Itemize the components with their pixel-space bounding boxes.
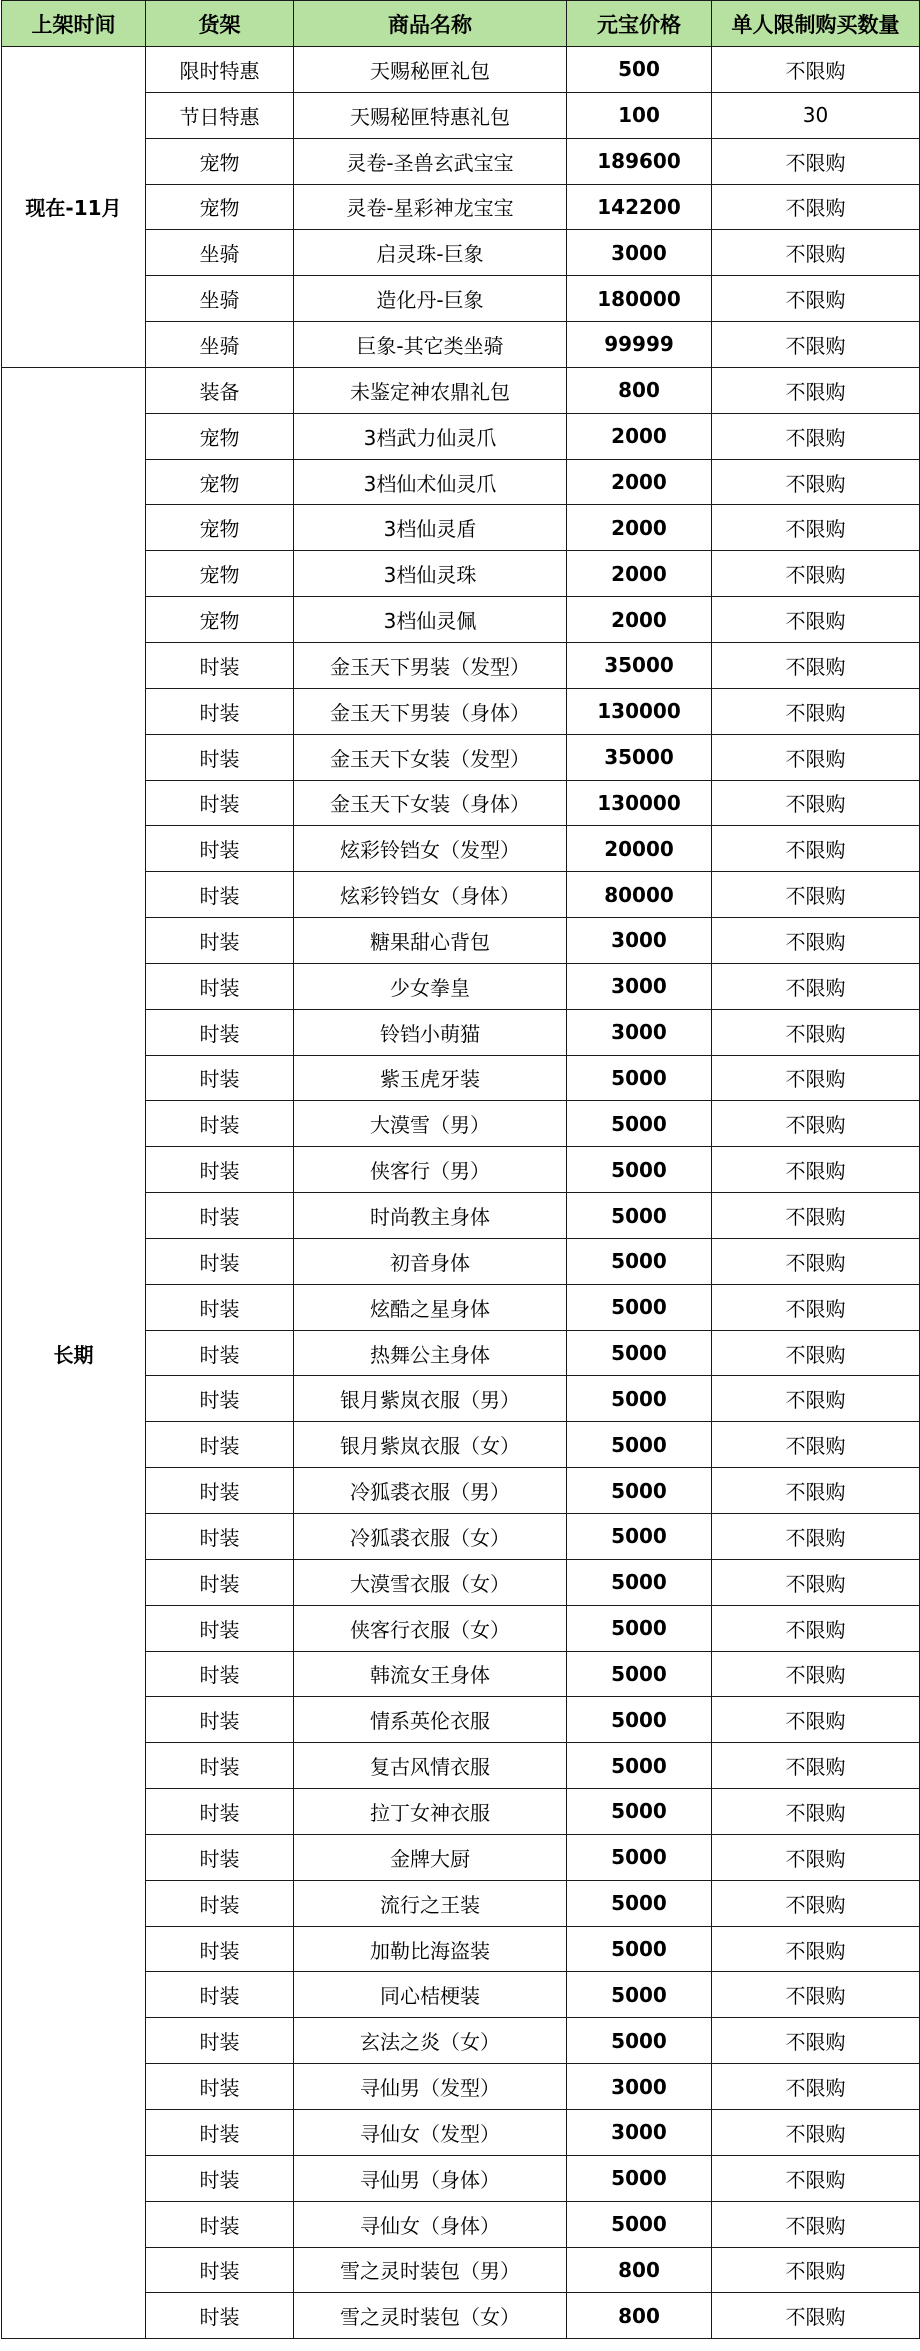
item-name-cell: 未鉴定神农鼎礼包 — [294, 367, 567, 413]
shelf-cell: 时装 — [146, 1284, 294, 1330]
purchase-limit-cell: 不限购 — [712, 2018, 920, 2064]
shelf-cell: 时装 — [146, 826, 294, 872]
item-name-cell: 金玉天下男装（身体） — [294, 688, 567, 734]
shelf-cell: 时装 — [146, 2018, 294, 2064]
shelf-cell: 时装 — [146, 1926, 294, 1972]
purchase-limit-cell: 不限购 — [712, 1605, 920, 1651]
shelf-cell: 时装 — [146, 2155, 294, 2201]
price-cell: 5000 — [567, 1605, 712, 1651]
purchase-limit-cell: 不限购 — [712, 2155, 920, 2201]
price-cell: 2000 — [567, 505, 712, 551]
item-name-cell: 银月紫岚衣服（男） — [294, 1376, 567, 1422]
item-name-cell: 拉丁女神衣服 — [294, 1789, 567, 1835]
shelf-cell: 时装 — [146, 1559, 294, 1605]
purchase-limit-cell: 不限购 — [712, 1330, 920, 1376]
purchase-limit-cell: 不限购 — [712, 138, 920, 184]
purchase-limit-cell: 30 — [712, 92, 920, 138]
shelf-cell: 时装 — [146, 1834, 294, 1880]
item-name-cell: 3档仙灵盾 — [294, 505, 567, 551]
item-name-cell: 雪之灵时装包（男） — [294, 2247, 567, 2293]
item-name-cell: 巨象-其它类坐骑 — [294, 322, 567, 368]
shelf-cell: 时装 — [146, 1468, 294, 1514]
shelf-cell: 宠物 — [146, 597, 294, 643]
shelf-cell: 宠物 — [146, 505, 294, 551]
table-body — [2, 47, 920, 2339]
price-cell: 5000 — [567, 2201, 712, 2247]
price-cell: 3000 — [567, 918, 712, 964]
item-name-cell: 3档仙灵佩 — [294, 597, 567, 643]
shelf-cell: 坐骑 — [146, 230, 294, 276]
item-name-cell: 韩流女王身体 — [294, 1651, 567, 1697]
purchase-limit-cell: 不限购 — [712, 597, 920, 643]
shelf-cell: 时装 — [146, 734, 294, 780]
price-cell: 2000 — [567, 459, 712, 505]
price-cell: 35000 — [567, 642, 712, 688]
shelf-cell: 装备 — [146, 367, 294, 413]
price-cell: 5000 — [567, 1559, 712, 1605]
shelf-cell: 宠物 — [146, 413, 294, 459]
price-cell: 5000 — [567, 1697, 712, 1743]
purchase-limit-cell: 不限购 — [712, 872, 920, 918]
shelf-cell: 宠物 — [146, 138, 294, 184]
header-purchase-limit: 单人限制购买数量 — [712, 1, 920, 47]
price-cell: 35000 — [567, 734, 712, 780]
table-header-row — [2, 1, 920, 47]
shelf-cell: 时装 — [146, 1238, 294, 1284]
item-name-cell: 情系英伦衣服 — [294, 1697, 567, 1743]
item-name-cell: 金玉天下男装（发型） — [294, 642, 567, 688]
shelf-cell: 时装 — [146, 1651, 294, 1697]
purchase-limit-cell: 不限购 — [712, 1834, 920, 1880]
item-name-cell: 金玉天下女装（身体） — [294, 780, 567, 826]
purchase-limit-cell: 不限购 — [712, 1238, 920, 1284]
item-name-cell: 3档武力仙灵爪 — [294, 413, 567, 459]
shelf-cell: 时装 — [146, 1880, 294, 1926]
item-name-cell: 加勒比海盗装 — [294, 1926, 567, 1972]
purchase-limit-cell: 不限购 — [712, 1009, 920, 1055]
item-name-cell: 侠客行（男） — [294, 1147, 567, 1193]
price-cell: 5000 — [567, 1284, 712, 1330]
price-cell: 5000 — [567, 1789, 712, 1835]
purchase-limit-cell: 不限购 — [712, 184, 920, 230]
price-cell: 5000 — [567, 1651, 712, 1697]
item-name-cell: 炫彩铃铛女（身体） — [294, 872, 567, 918]
purchase-limit-cell: 不限购 — [712, 230, 920, 276]
purchase-limit-cell: 不限购 — [712, 1055, 920, 1101]
shelf-cell: 时装 — [146, 1789, 294, 1835]
item-name-cell: 天赐秘匣特惠礼包 — [294, 92, 567, 138]
price-cell: 2000 — [567, 551, 712, 597]
purchase-limit-cell: 不限购 — [712, 1284, 920, 1330]
price-cell: 20000 — [567, 826, 712, 872]
price-cell: 3000 — [567, 963, 712, 1009]
purchase-limit-cell: 不限购 — [712, 551, 920, 597]
shelf-cell: 限时特惠 — [146, 47, 294, 93]
price-cell: 3000 — [567, 1009, 712, 1055]
purchase-limit-cell: 不限购 — [712, 688, 920, 734]
price-cell: 5000 — [567, 1238, 712, 1284]
purchase-limit-cell: 不限购 — [712, 2064, 920, 2110]
shelf-cell: 时装 — [146, 1972, 294, 2018]
item-name-cell: 炫酷之星身体 — [294, 1284, 567, 1330]
purchase-limit-cell: 不限购 — [712, 1193, 920, 1239]
table-row — [2, 47, 920, 93]
purchase-limit-cell: 不限购 — [712, 918, 920, 964]
shelf-cell: 时装 — [146, 1514, 294, 1560]
shelf-cell: 时装 — [146, 2109, 294, 2155]
shelf-cell: 时装 — [146, 1009, 294, 1055]
purchase-limit-cell: 不限购 — [712, 367, 920, 413]
item-name-cell: 少女拳皇 — [294, 963, 567, 1009]
shelf-cell: 宠物 — [146, 551, 294, 597]
item-name-cell: 灵卷-圣兽玄武宝宝 — [294, 138, 567, 184]
price-cell: 189600 — [567, 138, 712, 184]
shelf-cell: 时装 — [146, 1605, 294, 1651]
shelf-cell: 时装 — [146, 688, 294, 734]
item-name-cell: 大漠雪衣服（女） — [294, 1559, 567, 1605]
purchase-limit-cell: 不限购 — [712, 1926, 920, 1972]
purchase-limit-cell: 不限购 — [712, 1101, 920, 1147]
shelf-cell: 时装 — [146, 1330, 294, 1376]
item-name-cell: 流行之王装 — [294, 1880, 567, 1926]
item-name-cell: 铃铛小萌猫 — [294, 1009, 567, 1055]
purchase-limit-cell: 不限购 — [712, 826, 920, 872]
price-cell: 5000 — [567, 1376, 712, 1422]
shelf-cell: 时装 — [146, 1697, 294, 1743]
purchase-limit-cell: 不限购 — [712, 459, 920, 505]
shelf-cell: 时装 — [146, 1376, 294, 1422]
purchase-limit-cell: 不限购 — [712, 2109, 920, 2155]
shelf-cell: 坐骑 — [146, 322, 294, 368]
header-price: 元宝价格 — [567, 1, 712, 47]
purchase-limit-cell: 不限购 — [712, 642, 920, 688]
purchase-limit-cell: 不限购 — [712, 780, 920, 826]
purchase-limit-cell: 不限购 — [712, 2247, 920, 2293]
price-cell: 5000 — [567, 1834, 712, 1880]
item-name-cell: 3档仙术仙灵爪 — [294, 459, 567, 505]
price-cell: 5000 — [567, 1468, 712, 1514]
price-cell: 5000 — [567, 1743, 712, 1789]
purchase-limit-cell: 不限购 — [712, 1376, 920, 1422]
item-name-cell: 3档仙灵珠 — [294, 551, 567, 597]
shelf-cell: 时装 — [146, 2247, 294, 2293]
price-cell: 130000 — [567, 688, 712, 734]
listing-period-cell: 现在-11月 — [2, 47, 146, 368]
header-listing-time: 上架时间 — [2, 1, 146, 47]
purchase-limit-cell: 不限购 — [712, 322, 920, 368]
item-name-cell: 玄法之炎（女） — [294, 2018, 567, 2064]
header-shelf: 货架 — [146, 1, 294, 47]
price-cell: 130000 — [567, 780, 712, 826]
shelf-cell: 宠物 — [146, 459, 294, 505]
shelf-cell: 时装 — [146, 1101, 294, 1147]
shelf-cell: 时装 — [146, 1193, 294, 1239]
item-name-cell: 雪之灵时装包（女） — [294, 2293, 567, 2339]
item-name-cell: 复古风情衣服 — [294, 1743, 567, 1789]
item-name-cell: 时尚教主身体 — [294, 1193, 567, 1239]
shelf-cell: 宠物 — [146, 184, 294, 230]
price-cell: 5000 — [567, 1101, 712, 1147]
price-cell: 2000 — [567, 597, 712, 643]
price-cell: 5000 — [567, 1926, 712, 1972]
purchase-limit-cell: 不限购 — [712, 505, 920, 551]
price-cell: 3000 — [567, 230, 712, 276]
shelf-cell: 时装 — [146, 1422, 294, 1468]
item-name-cell: 灵卷-星彩神龙宝宝 — [294, 184, 567, 230]
price-cell: 5000 — [567, 1514, 712, 1560]
price-cell: 3000 — [567, 2064, 712, 2110]
shelf-cell: 时装 — [146, 2293, 294, 2339]
item-name-cell: 冷狐裘衣服（女） — [294, 1514, 567, 1560]
price-cell: 5000 — [567, 2018, 712, 2064]
price-cell: 5000 — [567, 1422, 712, 1468]
purchase-limit-cell: 不限购 — [712, 1514, 920, 1560]
item-name-cell: 同心桔梗装 — [294, 1972, 567, 2018]
price-cell: 5000 — [567, 1147, 712, 1193]
item-name-cell: 大漠雪（男） — [294, 1101, 567, 1147]
item-name-cell: 侠客行衣服（女） — [294, 1605, 567, 1651]
item-name-cell: 炫彩铃铛女（发型） — [294, 826, 567, 872]
item-name-cell: 冷狐裘衣服（男） — [294, 1468, 567, 1514]
price-cell: 800 — [567, 367, 712, 413]
purchase-limit-cell: 不限购 — [712, 1880, 920, 1926]
price-cell: 5000 — [567, 1193, 712, 1239]
price-cell: 5000 — [567, 1330, 712, 1376]
price-cell: 5000 — [567, 1880, 712, 1926]
header-item-name: 商品名称 — [294, 1, 567, 47]
purchase-limit-cell: 不限购 — [712, 1422, 920, 1468]
price-cell: 100 — [567, 92, 712, 138]
price-cell: 99999 — [567, 322, 712, 368]
purchase-limit-cell: 不限购 — [712, 1743, 920, 1789]
item-name-cell: 启灵珠-巨象 — [294, 230, 567, 276]
item-name-cell: 银月紫岚衣服（女） — [294, 1422, 567, 1468]
shelf-cell: 时装 — [146, 2064, 294, 2110]
item-name-cell: 紫玉虎牙装 — [294, 1055, 567, 1101]
item-name-cell: 热舞公主身体 — [294, 1330, 567, 1376]
shelf-cell: 时装 — [146, 1055, 294, 1101]
shelf-cell: 时装 — [146, 872, 294, 918]
item-name-cell: 天赐秘匣礼包 — [294, 47, 567, 93]
purchase-limit-cell: 不限购 — [712, 47, 920, 93]
price-cell: 180000 — [567, 276, 712, 322]
price-cell: 3000 — [567, 2109, 712, 2155]
shelf-cell: 时装 — [146, 780, 294, 826]
shelf-cell: 时装 — [146, 2201, 294, 2247]
shelf-cell: 节日特惠 — [146, 92, 294, 138]
purchase-limit-cell: 不限购 — [712, 1697, 920, 1743]
listing-period-cell: 长期 — [2, 367, 146, 2338]
purchase-limit-cell: 不限购 — [712, 1559, 920, 1605]
purchase-limit-cell: 不限购 — [712, 1972, 920, 2018]
purchase-limit-cell: 不限购 — [712, 1468, 920, 1514]
item-name-cell: 寻仙女（发型） — [294, 2109, 567, 2155]
price-cell: 80000 — [567, 872, 712, 918]
price-cell: 5000 — [567, 1972, 712, 2018]
shelf-cell: 时装 — [146, 1743, 294, 1789]
price-cell: 500 — [567, 47, 712, 93]
purchase-limit-cell: 不限购 — [712, 963, 920, 1009]
purchase-limit-cell: 不限购 — [712, 2201, 920, 2247]
item-name-cell: 金玉天下女装（发型） — [294, 734, 567, 780]
purchase-limit-cell: 不限购 — [712, 2293, 920, 2339]
shelf-cell: 时装 — [146, 918, 294, 964]
price-cell: 2000 — [567, 413, 712, 459]
item-name-cell: 糖果甜心背包 — [294, 918, 567, 964]
purchase-limit-cell: 不限购 — [712, 1789, 920, 1835]
item-name-cell: 寻仙女（身体） — [294, 2201, 567, 2247]
price-cell: 5000 — [567, 2155, 712, 2201]
purchase-limit-cell: 不限购 — [712, 734, 920, 780]
price-cell: 800 — [567, 2247, 712, 2293]
price-cell: 800 — [567, 2293, 712, 2339]
item-name-cell: 金牌大厨 — [294, 1834, 567, 1880]
price-cell: 142200 — [567, 184, 712, 230]
table-row — [2, 367, 920, 413]
shelf-cell: 时装 — [146, 642, 294, 688]
purchase-limit-cell: 不限购 — [712, 276, 920, 322]
purchase-limit-cell: 不限购 — [712, 413, 920, 459]
shop-items-table — [1, 0, 920, 2339]
item-name-cell: 造化丹-巨象 — [294, 276, 567, 322]
shelf-cell: 时装 — [146, 963, 294, 1009]
shelf-cell: 坐骑 — [146, 276, 294, 322]
purchase-limit-cell: 不限购 — [712, 1147, 920, 1193]
item-name-cell: 寻仙男（发型） — [294, 2064, 567, 2110]
shelf-cell: 时装 — [146, 1147, 294, 1193]
price-cell: 5000 — [567, 1055, 712, 1101]
item-name-cell: 初音身体 — [294, 1238, 567, 1284]
item-name-cell: 寻仙男（身体） — [294, 2155, 567, 2201]
purchase-limit-cell: 不限购 — [712, 1651, 920, 1697]
